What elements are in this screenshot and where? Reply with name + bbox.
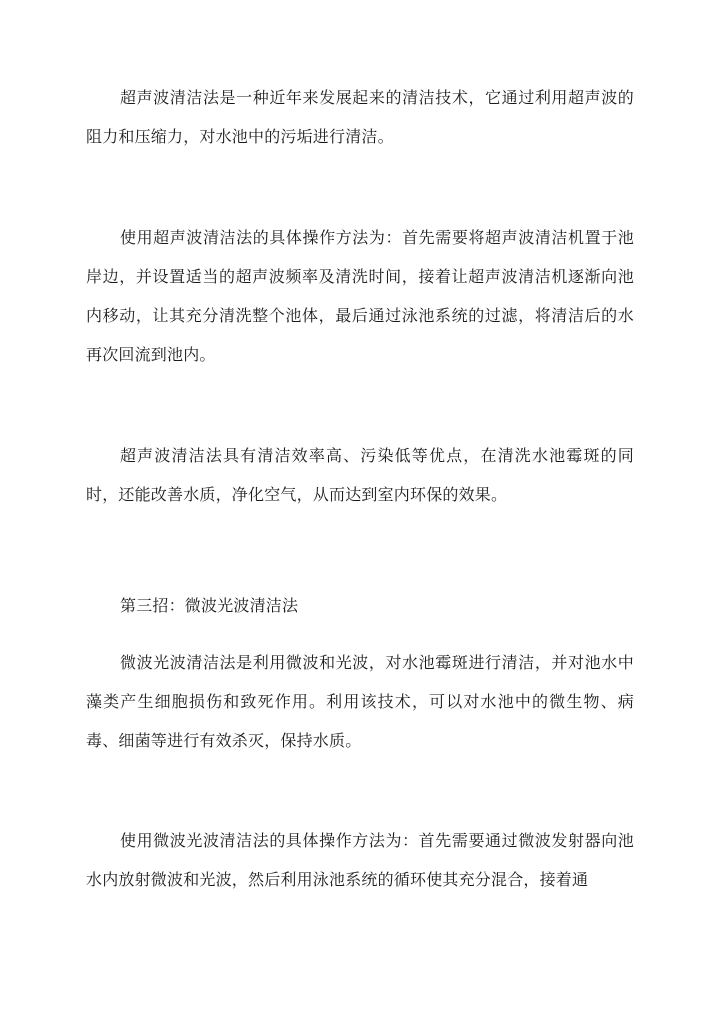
paragraph-ultrasonic-procedure: 使用超声波清洁法的具体操作方法为：首先需要将超声波清洁机置于池岸边，并设置适当的超声波频率及清洗时间，接着让超声波清洁机逐渐向池内移动，让其充分清洗整个池体，最后通过泳池系统的过滤，将清洁后的水再次回流到池内。 xyxy=(86,228,634,364)
paragraph-ultrasonic-intro: 超声波清洁法是一种近年来发展起来的清洁技术，它通过利用超声波的阻力和压缩力，对水池中的污垢进行清洁。 xyxy=(86,88,634,146)
section-heading-third-method: 第三招：微波光波清洁法 xyxy=(120,596,299,615)
paragraph-microwave-procedure: 使用微波光波清洁法的具体操作方法为：首先需要通过微波发射器向池水内放射微波和光波，然后利用泳池系统的循环使其充分混合，接着通 xyxy=(86,831,634,889)
paragraph-microwave-intro: 微波光波清洁法是利用微波和光波，对水池霉斑进行清洁，并对池水中藻类产生细胞损伤和致死作用。利用该技术，可以对水池中的微生物、病毒、细菌等进行有效杀灭，保持水质。 xyxy=(86,653,634,750)
paragraph-ultrasonic-advantages: 超声波清洁法具有清洁效率高、污染低等优点，在清洗水池霉斑的同时，还能改善水质，净化空气，从而达到室内环保的效果。 xyxy=(86,446,634,504)
